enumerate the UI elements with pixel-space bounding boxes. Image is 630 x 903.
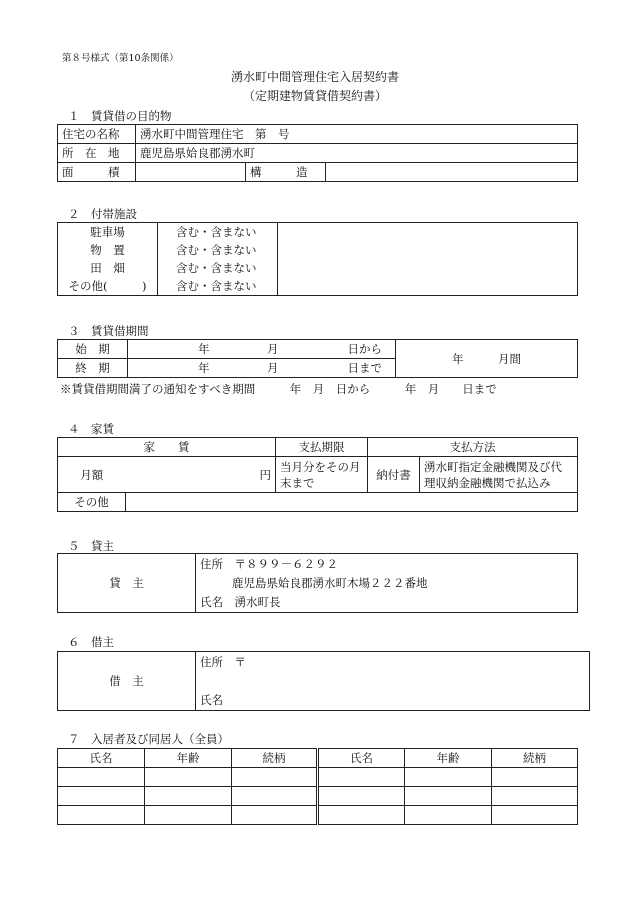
end-date-value[interactable]: 年 月 日まで [128,359,396,378]
deadline-header: 支払期限 [276,438,368,457]
monthly-rent-label: 月額 [58,457,126,493]
occupant-cell[interactable] [232,768,318,787]
method-header: 支払方法 [368,438,578,457]
rent-table [57,437,578,512]
occupant-cell[interactable] [492,787,578,806]
lease-duration[interactable]: 年 月間 [396,340,578,378]
end-date-label: 終 期 [58,359,128,378]
area-value[interactable] [136,163,246,182]
occupant-cell[interactable] [492,768,578,787]
location-label: 所 在 地 [58,144,136,163]
document-subtitle: （定期建物賃貸借契約書） [242,89,387,103]
occupant-age-header-2: 年齢 [405,749,492,768]
location-value[interactable]: 鹿児島県姶良郡湧水町 [136,144,578,163]
notice-period-note: ※賃貸借期間満了の通知をすべき期間 年 月 日から 年 月 日まで [60,382,497,396]
occupant-cell[interactable] [58,768,145,787]
occupant-cell[interactable] [318,806,405,825]
lessor-name: 湧水町長 [234,595,281,609]
lease-period-table [57,339,578,378]
occupant-age-header: 年齢 [145,749,232,768]
occupant-cell[interactable] [405,806,492,825]
lessor-table [57,553,578,613]
occupant-relation-header-2: 続柄 [492,749,578,768]
facility-field-label: 田 畑 [58,259,158,277]
section-6-heading: ６ 借主 [68,635,114,649]
area-label: 面 積 [58,163,136,182]
lessor-address: 鹿児島県姶良郡湧水町木場２２２番地 [232,576,428,590]
occupant-cell[interactable] [405,787,492,806]
occupant-cell[interactable] [492,806,578,825]
monthly-rent-value[interactable] [126,457,216,493]
housing-name-value[interactable]: 湧水町中間管理住宅 第 号 [136,125,578,144]
lessee-postal-code: 〒 [234,655,246,669]
occupant-cell[interactable] [318,768,405,787]
facility-other-label: その他( ) [58,277,158,296]
occupant-cell[interactable] [318,787,405,806]
section-2-heading: ２ 付帯施設 [68,207,137,221]
structure-value[interactable] [326,163,578,182]
lessor-address-label: 住所 [200,557,223,571]
document-title: 湧水町中間管理住宅入居契約書 [230,70,399,84]
rent-header: 家 賃 [58,438,276,457]
facilities-table [57,222,578,296]
occupant-cell[interactable] [145,806,232,825]
occupant-cell[interactable] [232,806,318,825]
facility-field-option[interactable]: 含む・含まない [158,259,278,277]
facility-storage-option[interactable]: 含む・含まない [158,241,278,259]
lessee-label: 借 主 [58,652,196,711]
section-4-heading: ４ 家賃 [68,422,114,436]
lessee-name-label: 氏名 [200,693,223,707]
housing-name-label: 住宅の名称 [58,125,136,144]
lessor-postal-code: 〒８９９－６２９２ [234,557,338,571]
target-property-table [57,124,578,182]
lessee-address-label: 住所 [200,655,223,669]
section-7-heading: ７ 入居者及び同居人（全員） [68,732,229,746]
occupant-cell[interactable] [145,787,232,806]
section-3-heading: ３ 賃貸借期間 [68,324,149,338]
occupant-cell[interactable] [145,768,232,787]
lessor-label: 貸 主 [58,554,196,613]
facility-parking-label: 駐車場 [58,223,158,242]
payment-deadline: 当月分をその月末まで [276,457,368,493]
occupants-table [57,748,578,825]
facility-other-option[interactable]: 含む・含まない [158,277,278,296]
form-number: 第８号様式（第10条関係） [62,53,179,64]
lessor-name-label: 氏名 [200,595,223,609]
table-row [58,806,578,825]
occupant-cell[interactable] [232,787,318,806]
occupant-relation-header: 続柄 [232,749,318,768]
section-5-heading: ５ 貸主 [68,539,114,553]
facility-notes[interactable] [278,223,578,296]
lessee-table [57,651,590,711]
lessor-details [196,554,578,613]
yen-unit: 円 [216,457,276,493]
payment-method: 湧水町指定金融機関及び代理収納金融機関で払込み [420,457,578,493]
rent-other-label: その他 [58,493,126,512]
start-date-value[interactable]: 年 月 日から [128,340,396,359]
occupant-name-header-2: 氏名 [318,749,405,768]
rent-other-value[interactable] [126,493,578,512]
facility-parking-option[interactable]: 含む・含まない [158,223,278,242]
occupant-cell[interactable] [405,768,492,787]
occupant-cell[interactable] [58,806,145,825]
start-date-label: 始 期 [58,340,128,359]
lessee-details[interactable] [196,652,590,711]
table-row [58,768,578,787]
occupant-name-header: 氏名 [58,749,145,768]
section-1-heading: １ 賃貸借の目的物 [68,109,172,123]
facility-storage-label: 物 置 [58,241,158,259]
payment-slip: 納付書 [368,457,420,493]
occupant-cell[interactable] [58,787,145,806]
table-row [58,787,578,806]
structure-label: 構 造 [246,163,326,182]
